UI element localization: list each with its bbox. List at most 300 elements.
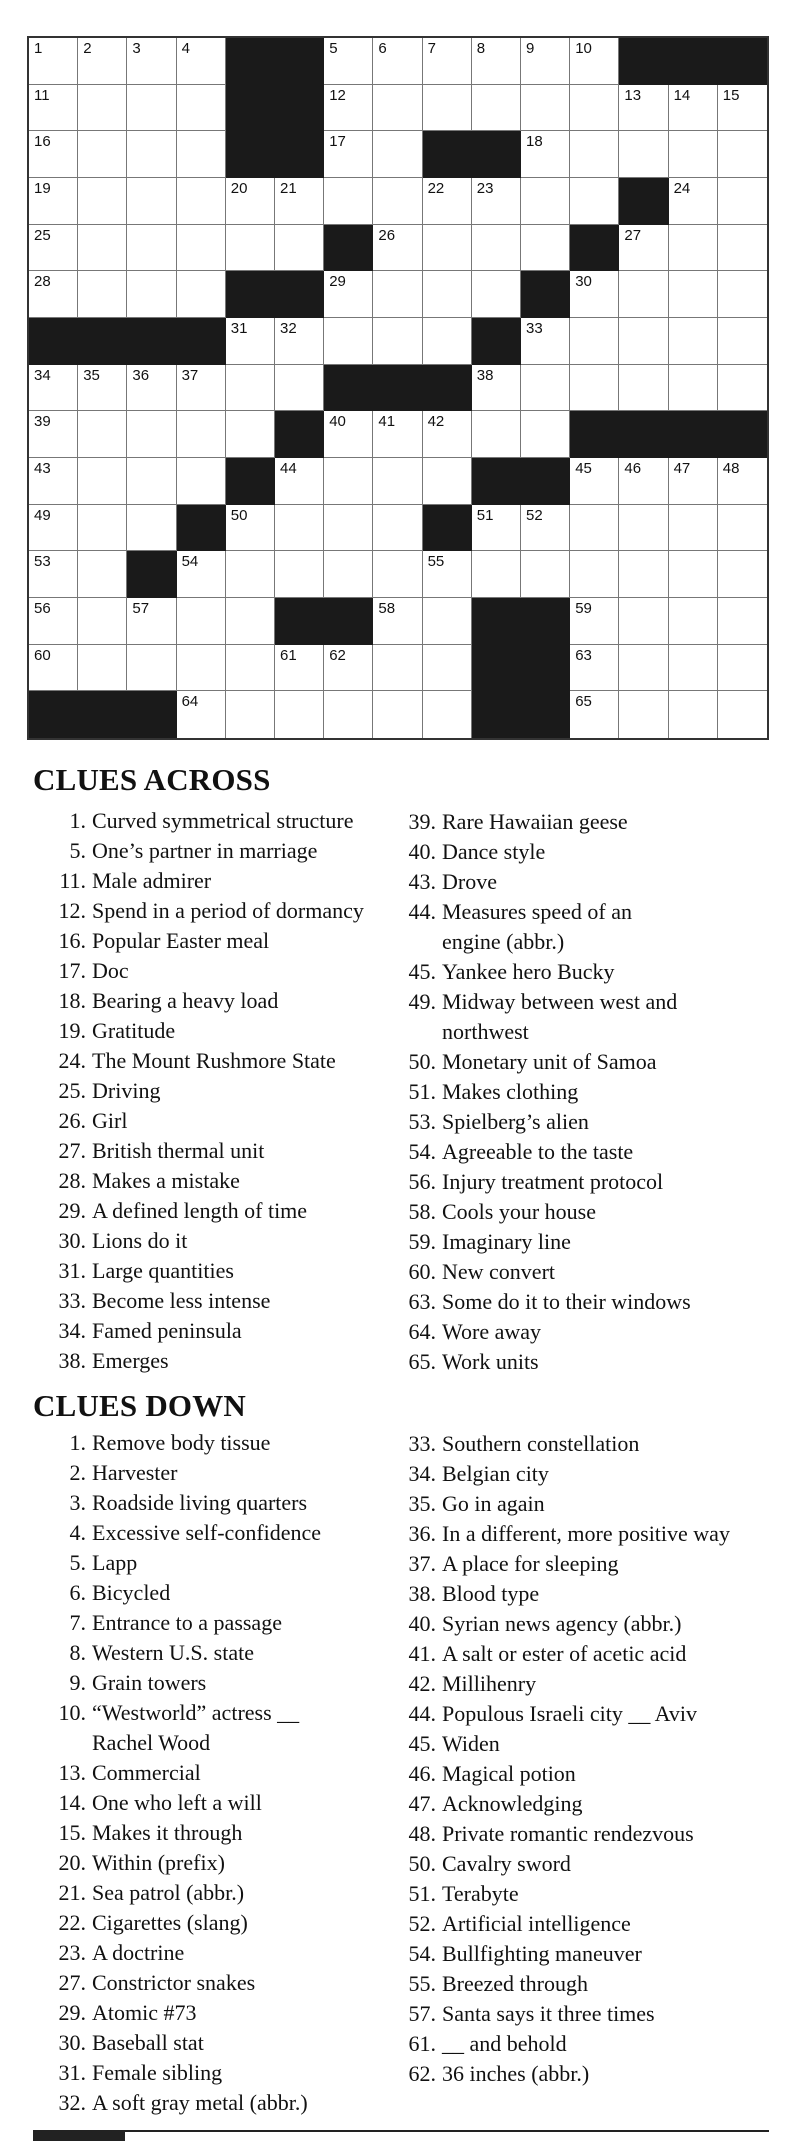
clue-item (390, 1759, 790, 1789)
clue-number: 47 (673, 460, 691, 477)
clue-item-text: Southern constellation (442, 1431, 640, 1456)
clue-item-text: Remove body tissue (92, 1430, 271, 1455)
grid-cell[interactable] (127, 131, 176, 178)
clue-item (40, 1608, 410, 1638)
grid-cell[interactable] (78, 505, 127, 552)
grid-cell[interactable] (324, 505, 373, 552)
grid-cell[interactable] (78, 85, 127, 132)
grid-cell[interactable] (78, 178, 127, 225)
clue-item-number: 25. (58, 1078, 86, 1103)
grid-cell[interactable] (373, 691, 422, 738)
grid-cell[interactable] (177, 458, 226, 505)
grid-cell[interactable] (127, 458, 176, 505)
grid-cell[interactable] (619, 271, 668, 318)
clue-number: 23 (476, 180, 494, 197)
clue-item-text: New convert (442, 1259, 556, 1284)
grid-cell[interactable] (669, 505, 718, 552)
grid-cell[interactable] (78, 38, 127, 85)
clue-item-number: 63. (408, 1289, 436, 1314)
grid-cell[interactable] (472, 225, 521, 272)
clue-item-number: 40. (408, 1611, 436, 1636)
grid-cell[interactable] (619, 365, 668, 412)
clue-item-text: Yankee hero Bucky (442, 959, 615, 984)
grid-cell[interactable] (669, 178, 718, 225)
grid-cell[interactable] (127, 85, 176, 132)
grid-cell[interactable] (78, 598, 127, 645)
grid-cell[interactable] (78, 551, 127, 598)
grid-cell[interactable] (521, 411, 570, 458)
clue-item-number: 21. (58, 1880, 86, 1905)
grid-cell[interactable] (29, 551, 78, 598)
grid-cell[interactable] (669, 691, 718, 738)
grid-cell[interactable] (177, 551, 226, 598)
clue-item-number: 29. (58, 1198, 86, 1223)
grid-cell[interactable] (78, 411, 127, 458)
grid-cell[interactable] (570, 645, 619, 692)
clue-item-number: 47. (408, 1791, 436, 1816)
grid-cell[interactable] (226, 645, 275, 692)
grid-cell[interactable] (423, 598, 472, 645)
grid-cell[interactable] (619, 318, 668, 365)
grid-cell[interactable] (177, 85, 226, 132)
grid-cell[interactable] (570, 271, 619, 318)
black-square (521, 458, 570, 505)
black-square (619, 178, 668, 225)
grid-cell[interactable] (718, 551, 767, 598)
clues-down-heading: CLUES DOWN (33, 1388, 247, 1423)
grid-cell[interactable] (423, 318, 472, 365)
grid-cell[interactable] (718, 85, 767, 132)
grid-cell[interactable] (472, 411, 521, 458)
clue-item-text: Makes it through (92, 1820, 243, 1845)
clue-item-text: Spend in a period of dormancy (92, 898, 364, 923)
clue-item-number: 3. (69, 1490, 86, 1515)
clue-item-text: Terabyte (442, 1881, 519, 1906)
grid-cell[interactable] (78, 365, 127, 412)
grid-cell[interactable] (570, 365, 619, 412)
clue-item (390, 1197, 760, 1227)
clue-number: 56 (34, 600, 51, 617)
grid-cell[interactable] (373, 225, 422, 272)
grid-cell[interactable] (275, 365, 324, 412)
clue-item-number: 4. (69, 1520, 86, 1545)
grid-cell[interactable] (226, 318, 275, 365)
clue-number: 26 (378, 226, 396, 244)
grid-cell[interactable] (570, 178, 619, 225)
grid-cell[interactable] (177, 365, 226, 412)
grid-cell[interactable] (472, 551, 521, 598)
clue-number: 32 (280, 320, 297, 337)
clue-item (390, 1939, 790, 1969)
clue-number: 38 (476, 366, 494, 384)
clue-item-number: 18. (58, 988, 86, 1013)
clue-item (40, 1316, 410, 1346)
grid-cell[interactable] (78, 271, 127, 318)
clue-item-text: Measures speed of an (442, 899, 632, 924)
grid-cell[interactable] (177, 691, 226, 738)
grid-cell[interactable] (275, 691, 324, 738)
grid-cell[interactable] (29, 271, 78, 318)
grid-cell[interactable] (521, 225, 570, 272)
clue-item-number: 9. (69, 1670, 86, 1695)
grid-cell[interactable] (570, 85, 619, 132)
clue-item (390, 1669, 790, 1699)
grid-cell[interactable] (570, 505, 619, 552)
grid-cell[interactable] (521, 38, 570, 85)
clue-item (390, 1879, 790, 1909)
grid-cell[interactable] (718, 598, 767, 645)
grid-cell[interactable] (127, 645, 176, 692)
clue-item (40, 1578, 410, 1608)
grid-cell[interactable] (29, 645, 78, 692)
clue-item (390, 1729, 790, 1759)
grid-cell[interactable] (177, 38, 226, 85)
clue-item-text: Populous Israeli city __ Aviv (442, 1701, 698, 1726)
grid-cell[interactable] (718, 318, 767, 365)
clue-item (390, 2029, 790, 2059)
grid-cell[interactable] (29, 505, 78, 552)
grid-cell[interactable] (29, 365, 78, 412)
clue-item-number: 33. (58, 1288, 86, 1313)
clue-item (390, 1287, 760, 1317)
clue-item-text: Millihenry (442, 1671, 537, 1696)
grid-cell[interactable] (718, 505, 767, 552)
grid-cell[interactable] (669, 225, 718, 272)
clue-item-text: Midway between west and (442, 989, 678, 1014)
grid-cell[interactable] (29, 225, 78, 272)
grid-cell[interactable] (29, 38, 78, 85)
black-square (619, 38, 668, 85)
grid-cell[interactable] (669, 271, 718, 318)
grid-cell[interactable] (669, 598, 718, 645)
grid-cell[interactable] (423, 645, 472, 692)
grid-cell[interactable] (226, 225, 275, 272)
grid-cell[interactable] (373, 178, 422, 225)
grid-cell[interactable] (373, 271, 422, 318)
grid-cell[interactable] (324, 85, 373, 132)
clue-item-number: 44. (408, 1701, 436, 1726)
clue-number: 42 (427, 413, 445, 431)
footer-block (33, 2132, 125, 2141)
clue-item-text: Become less intense (92, 1288, 271, 1313)
grid-cell[interactable] (29, 178, 78, 225)
grid-cell[interactable] (570, 318, 619, 365)
grid-cell[interactable] (275, 551, 324, 598)
clue-number: 37 (181, 366, 199, 384)
grid-cell[interactable] (423, 178, 472, 225)
grid-cell[interactable] (472, 85, 521, 132)
clue-item-number: 50. (408, 1049, 436, 1074)
grid-cell[interactable] (373, 645, 422, 692)
clue-item-number: 26. (58, 1108, 86, 1133)
grid-cell[interactable] (29, 598, 78, 645)
grid-cell[interactable] (177, 645, 226, 692)
grid-cell[interactable] (226, 365, 275, 412)
black-square (177, 505, 226, 552)
footer-rule (33, 2130, 769, 2141)
grid-cell[interactable] (669, 85, 718, 132)
grid-cell[interactable] (521, 131, 570, 178)
grid-cell[interactable] (275, 178, 324, 225)
grid-cell[interactable] (226, 551, 275, 598)
grid-cell[interactable] (275, 645, 324, 692)
down-clues-right-column (390, 1429, 790, 2089)
clue-number: 65 (575, 693, 592, 711)
grid-cell[interactable] (669, 551, 718, 598)
clue-item-text: In a different, more positive way (442, 1521, 730, 1546)
clue-item-number: 8. (69, 1640, 86, 1665)
grid-cell[interactable] (472, 505, 521, 552)
clue-item-number: 30. (58, 2030, 86, 2055)
clue-number: 64 (181, 693, 199, 711)
grid-cell[interactable] (619, 85, 668, 132)
grid-cell[interactable] (669, 645, 718, 692)
grid-cell[interactable] (127, 178, 176, 225)
grid-cell[interactable] (423, 225, 472, 272)
grid-cell[interactable] (127, 225, 176, 272)
clue-item-text: Emerges (92, 1348, 169, 1373)
black-square (472, 318, 521, 365)
grid-cell[interactable] (78, 458, 127, 505)
grid-cell[interactable] (29, 131, 78, 178)
grid-cell[interactable] (619, 551, 668, 598)
grid-cell[interactable] (423, 691, 472, 738)
clue-item-number: 12. (58, 898, 86, 923)
grid-cell[interactable] (29, 411, 78, 458)
grid-cell[interactable] (373, 131, 422, 178)
black-square (275, 411, 324, 458)
clue-item-number: 59. (408, 1229, 436, 1254)
grid-cell[interactable] (423, 458, 472, 505)
black-square (718, 411, 767, 458)
clue-item-number: 28. (58, 1168, 86, 1193)
clue-number: 20 (230, 180, 248, 197)
clue-item-number: 6. (69, 1580, 86, 1605)
black-square (521, 645, 570, 692)
grid-cell[interactable] (177, 411, 226, 458)
grid-cell[interactable] (373, 318, 422, 365)
grid-cell[interactable] (718, 645, 767, 692)
grid-cell[interactable] (177, 225, 226, 272)
grid-cell[interactable] (373, 598, 422, 645)
grid-cell[interactable] (127, 38, 176, 85)
grid-cell[interactable] (423, 271, 472, 318)
grid-cell[interactable] (718, 271, 767, 318)
grid-cell[interactable] (373, 411, 422, 458)
grid-cell[interactable] (373, 505, 422, 552)
grid-cell[interactable] (570, 691, 619, 738)
clue-item-text: Baseball stat (92, 2030, 204, 2055)
clue-item-number: 24. (58, 1048, 86, 1073)
grid-cell[interactable] (619, 131, 668, 178)
grid-cell[interactable] (177, 131, 226, 178)
clue-item (40, 1076, 410, 1106)
grid-cell[interactable] (78, 645, 127, 692)
clue-item-text: Doc (92, 958, 129, 983)
grid-cell[interactable] (521, 178, 570, 225)
clue-item-number: 51. (408, 1881, 436, 1906)
grid-cell[interactable] (324, 411, 373, 458)
clue-item-text: engine (abbr.) (442, 929, 565, 954)
grid-cell[interactable] (472, 365, 521, 412)
grid-cell[interactable] (570, 458, 619, 505)
clue-item-number: 64. (408, 1319, 436, 1344)
clue-item (390, 1969, 790, 1999)
grid-cell[interactable] (619, 458, 668, 505)
clue-item-number: 20. (58, 1850, 86, 1875)
grid-cell[interactable] (324, 131, 373, 178)
clue-number: 46 (624, 460, 642, 477)
grid-cell[interactable] (275, 458, 324, 505)
black-square (226, 85, 275, 132)
grid-cell[interactable] (718, 691, 767, 738)
grid-cell[interactable] (718, 225, 767, 272)
clue-item-number: 15. (58, 1820, 86, 1845)
grid-cell[interactable] (226, 178, 275, 225)
grid-cell[interactable] (373, 458, 422, 505)
clue-item-text: Acknowledging (442, 1791, 583, 1816)
grid-cell[interactable] (29, 458, 78, 505)
grid-cell[interactable] (619, 225, 668, 272)
grid-cell[interactable] (127, 598, 176, 645)
black-square (472, 458, 521, 505)
clue-item-text: Makes clothing (442, 1079, 579, 1104)
clue-item-text: Breezed through (442, 1971, 588, 1996)
clue-item-text: British thermal unit (92, 1138, 265, 1163)
black-square (521, 271, 570, 318)
grid-cell[interactable] (324, 645, 373, 692)
clue-item (40, 1016, 410, 1046)
clue-item (390, 1257, 760, 1287)
grid-cell[interactable] (669, 131, 718, 178)
grid-cell[interactable] (570, 551, 619, 598)
grid-cell[interactable] (226, 411, 275, 458)
clue-item-text: Within (prefix) (92, 1850, 225, 1875)
grid-cell[interactable] (373, 85, 422, 132)
grid-cell[interactable] (423, 85, 472, 132)
black-square (619, 411, 668, 458)
across-clues-right-column (390, 807, 760, 1377)
grid-cell[interactable] (423, 551, 472, 598)
clue-item-text: Dance style (442, 839, 546, 864)
grid-cell[interactable] (324, 38, 373, 85)
grid-cell[interactable] (127, 411, 176, 458)
clue-item-number: 13. (58, 1760, 86, 1785)
clue-item-text: Famed peninsula (92, 1318, 242, 1343)
grid-cell[interactable] (29, 85, 78, 132)
grid-cell[interactable] (78, 131, 127, 178)
grid-cell[interactable] (521, 85, 570, 132)
clue-item-number: 41. (408, 1641, 436, 1666)
clue-item-text: 36 inches (abbr.) (442, 2061, 590, 2086)
clue-item-number: 54. (408, 1139, 436, 1164)
grid-cell[interactable] (619, 505, 668, 552)
clue-number: 27 (624, 226, 642, 244)
grid-cell[interactable] (619, 598, 668, 645)
clue-item (40, 1548, 410, 1578)
black-square (521, 691, 570, 738)
grid-cell[interactable] (619, 691, 668, 738)
grid-cell[interactable] (324, 271, 373, 318)
clue-number: 44 (280, 460, 297, 477)
grid-cell[interactable] (177, 598, 226, 645)
grid-cell[interactable] (373, 551, 422, 598)
grid-cell[interactable] (521, 318, 570, 365)
grid-cell[interactable] (718, 458, 767, 505)
grid-cell[interactable] (177, 271, 226, 318)
clue-number: 30 (575, 273, 592, 291)
grid-cell[interactable] (324, 551, 373, 598)
grid-cell[interactable] (324, 178, 373, 225)
grid-cell[interactable] (423, 38, 472, 85)
grid-cell[interactable] (521, 365, 570, 412)
grid-cell[interactable] (570, 38, 619, 85)
clue-item-text: Lions do it (92, 1228, 188, 1253)
grid-cell[interactable] (177, 178, 226, 225)
grid-cell[interactable] (718, 178, 767, 225)
grid-cell[interactable] (570, 598, 619, 645)
grid-cell[interactable] (275, 318, 324, 365)
clue-item (390, 1519, 790, 1549)
clue-number: 18 (526, 133, 543, 151)
grid-cell[interactable] (324, 691, 373, 738)
black-square (472, 691, 521, 738)
grid-cell[interactable] (718, 365, 767, 412)
black-square (177, 318, 226, 365)
grid-cell[interactable] (226, 505, 275, 552)
black-square (521, 598, 570, 645)
clue-item-text: Makes a mistake (92, 1168, 240, 1193)
clue-item-text: Santa says it three times (442, 2001, 655, 2026)
grid-cell[interactable] (669, 458, 718, 505)
grid-cell[interactable] (669, 365, 718, 412)
grid-cell[interactable] (472, 178, 521, 225)
clue-item-text: Syrian news agency (abbr.) (442, 1611, 682, 1636)
grid-cell[interactable] (718, 131, 767, 178)
clue-item-text: Large quantities (92, 1258, 234, 1283)
grid-cell[interactable] (521, 551, 570, 598)
clue-item (40, 1908, 410, 1938)
grid-cell[interactable] (226, 691, 275, 738)
clue-item-text: Roadside living quarters (92, 1490, 308, 1515)
grid-cell[interactable] (275, 225, 324, 272)
grid-cell[interactable] (127, 271, 176, 318)
clue-item-text: Belgian city (442, 1461, 549, 1486)
grid-cell[interactable] (373, 38, 422, 85)
grid-cell[interactable] (324, 318, 373, 365)
grid-cell[interactable] (521, 505, 570, 552)
clue-item-number: 27. (58, 1138, 86, 1163)
clue-item-number: 35. (408, 1491, 436, 1516)
black-square (127, 318, 176, 365)
grid-cell[interactable] (570, 131, 619, 178)
grid-cell[interactable] (669, 318, 718, 365)
grid-cell[interactable] (78, 225, 127, 272)
grid-cell[interactable] (472, 38, 521, 85)
grid-cell[interactable] (275, 505, 324, 552)
clue-item-text: northwest (442, 1019, 529, 1044)
clue-item-number: 36. (408, 1521, 436, 1546)
grid-cell[interactable] (423, 411, 472, 458)
grid-cell[interactable] (619, 645, 668, 692)
clue-item (390, 957, 760, 987)
grid-cell[interactable] (127, 365, 176, 412)
grid-cell[interactable] (226, 598, 275, 645)
grid-cell[interactable] (324, 458, 373, 505)
grid-cell[interactable] (127, 505, 176, 552)
grid-cell[interactable] (472, 271, 521, 318)
clue-item-number: 31. (58, 1258, 86, 1283)
